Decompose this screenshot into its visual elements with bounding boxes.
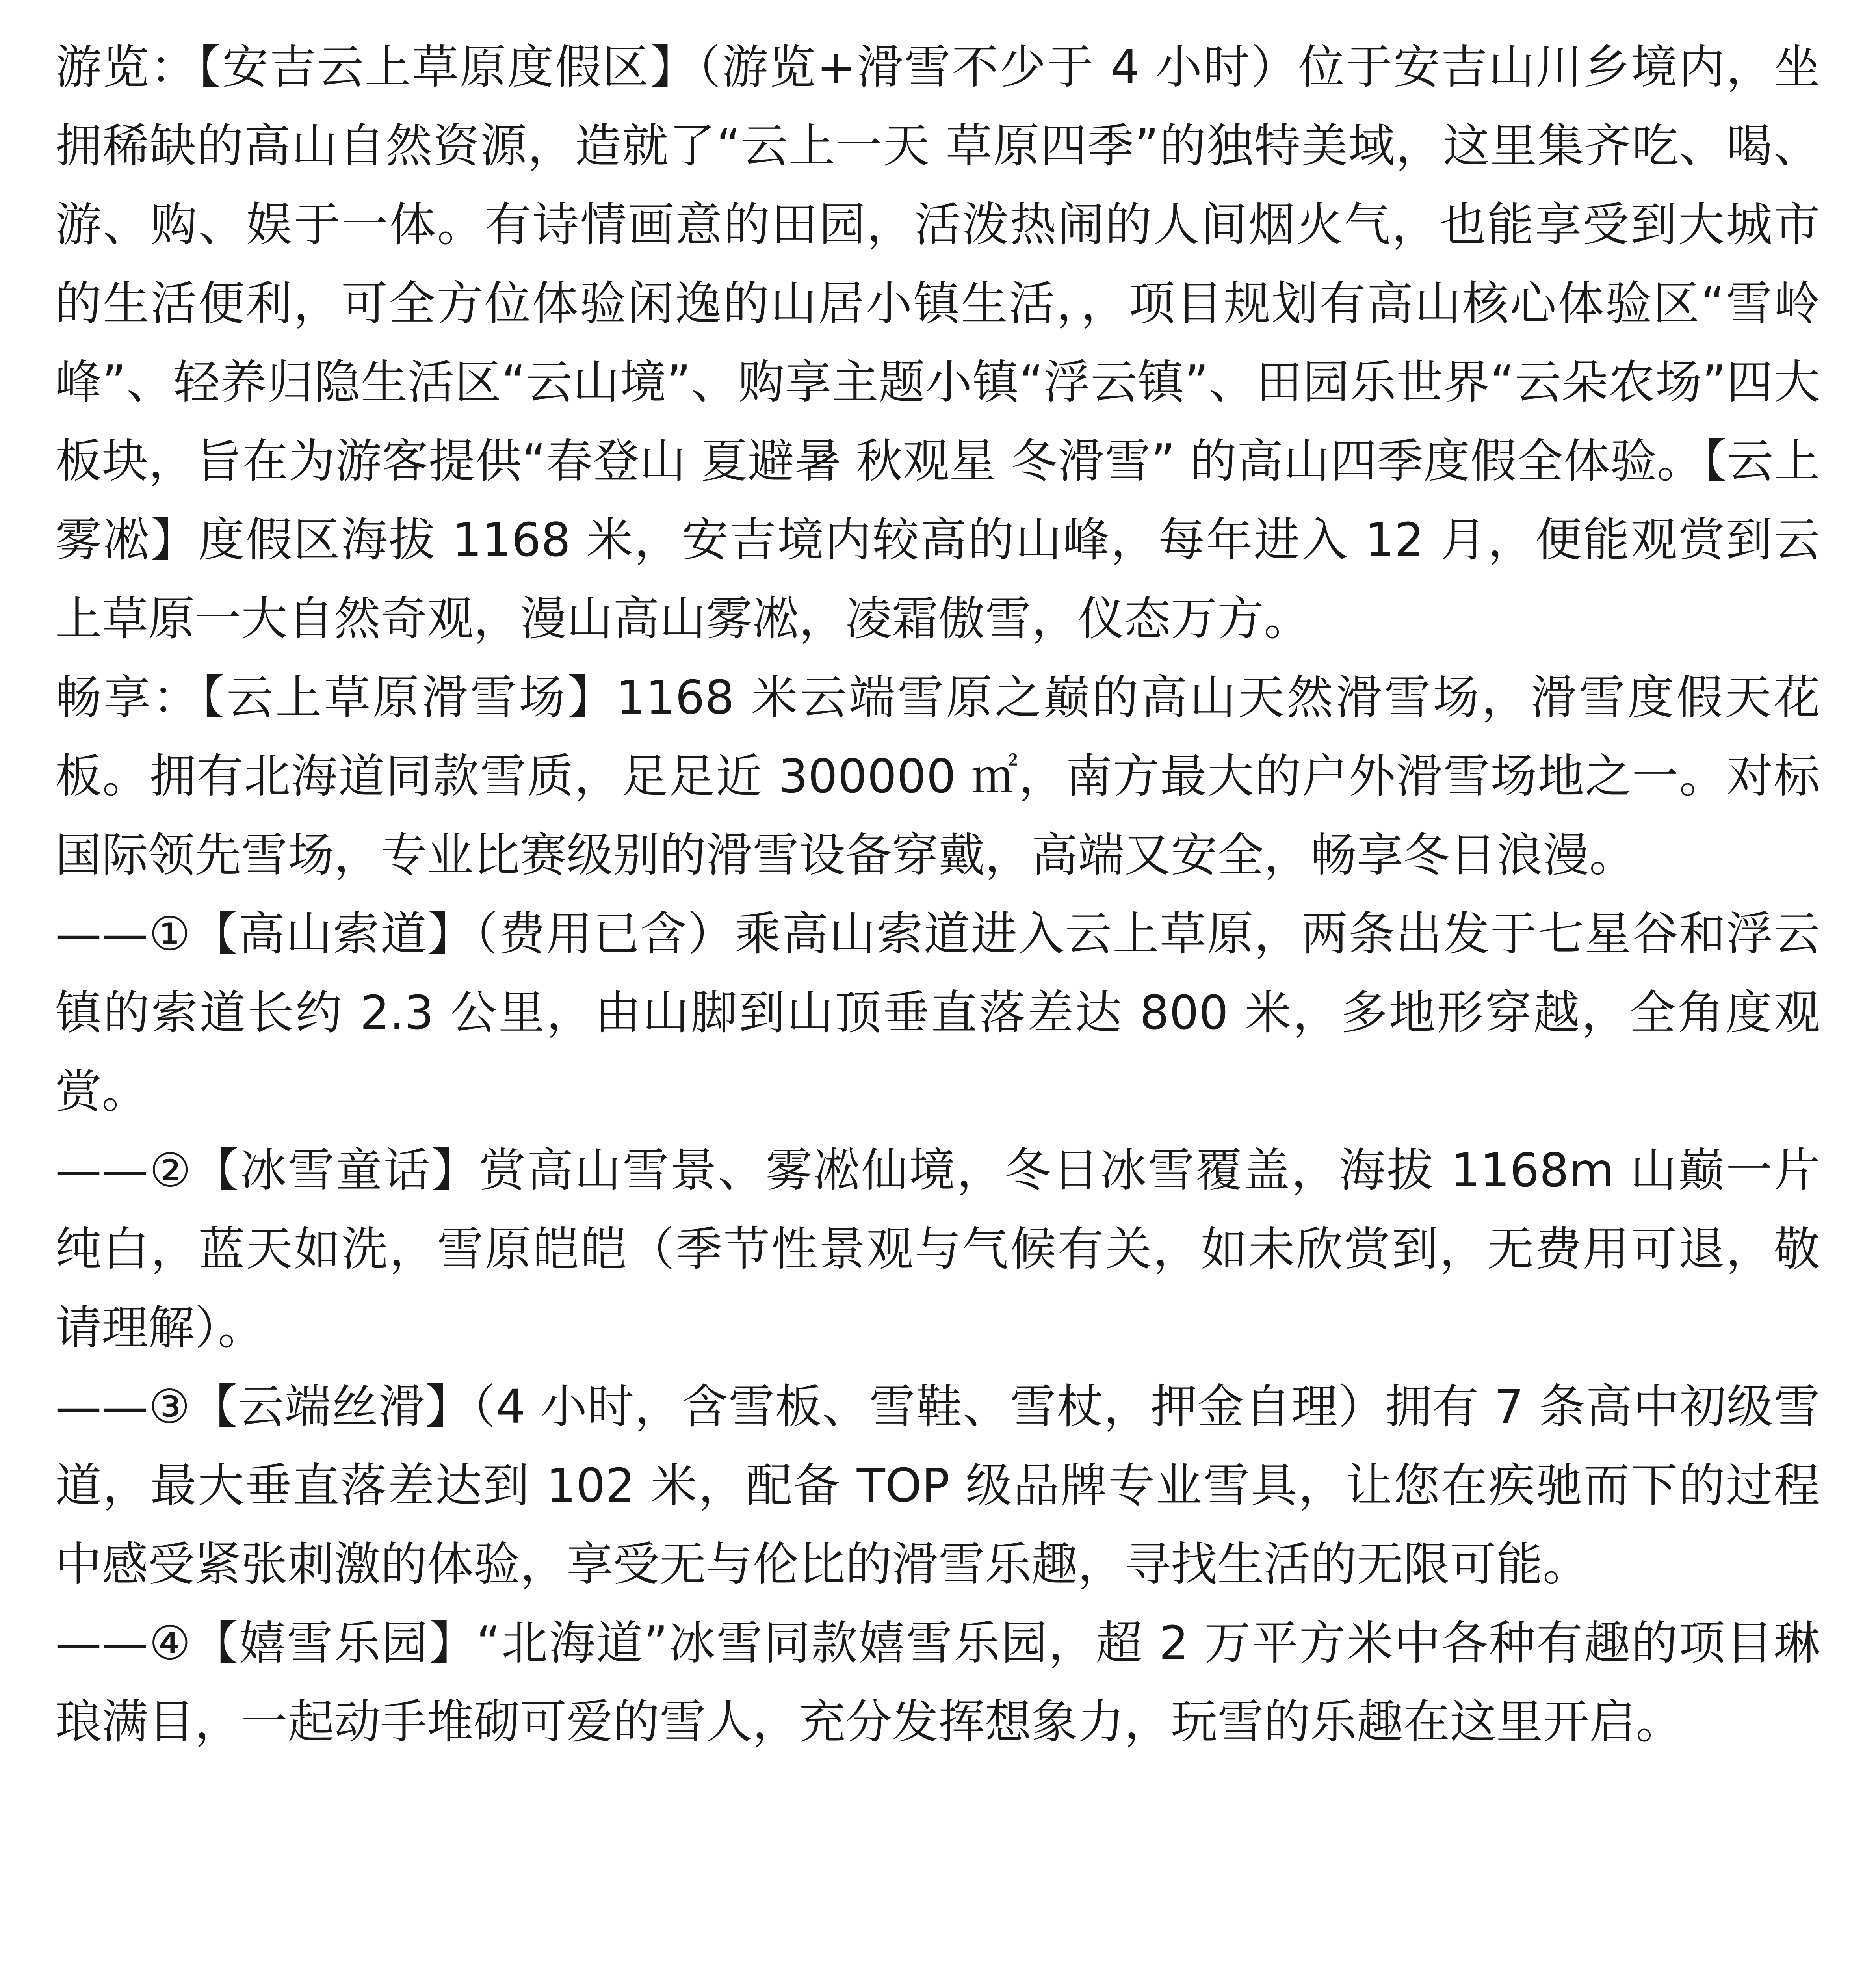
paragraph-ski-resort: 畅享：【云上草原滑雪场】1168 米云端雪原之巅的高山天然滑雪场，滑雪度假天花板。拥有北海道同款雪质，足足近 300000 ㎡，南方最大的户外滑雪场地之一。对标国际领先雪场，专业比赛级别的滑雪设备穿戴，高端又安全，畅享冬日浪漫。	[55, 670, 1820, 882]
paragraph-sightseeing: 游览：【安吉云上草原度假区】（游览+滑雪不少于 4 小时）位于安吉山川乡境内，坐拥稀缺的高山自然资源，造就了“云上一天 草原四季”的独特美域，这里集齐吃、喝、游、购、娱于一体。有诗情画意的田园，活泼热闹的人间烟火气，也能享受到大城市的生活便利，可全方位体验闲逸的山居小镇生活，，项目规划有高山核心体验区“雪岭峰”、轻养归隐生活区“云山境”、购享主题小镇“浮云镇”、田园乐世界“云朵农场”四大板块，旨在为游客提供“春登山 夏避暑 秋观星 冬滑雪” 的高山四季度假全体验。【云上雾凇】度假区海拔 1168 米，安吉境内较高的山峰，每年进入 12 月，便能观赏到云上草原一大自然奇观，漫山高山雾凇，凌霜傲雪，仪态万方。	[55, 40, 1820, 646]
paragraph-snow-park: ——④【嬉雪乐园】“北海道”冰雪同款嬉雪乐园，超 2 万平方米中各种有趣的项目琳琅满目，一起动手堆砌可爱的雪人，充分发挥想象力，玩雪的乐趣在这里开启。	[55, 1616, 1820, 1749]
paragraph-cableway: ——①【高山索道】（费用已含）乘高山索道进入云上草原，两条出发于七星谷和浮云镇的索道长约 2.3 公里，由山脚到山顶垂直落差达 800 米，多地形穿越，全角度观赏。	[55, 907, 1820, 1119]
document-body	[55, 28, 1820, 1761]
paragraph-ice-snow-fairytale: ——②【冰雪童话】赏高山雪景、雾凇仙境，冬日冰雪覆盖，海拔 1168m 山巅一片纯白，蓝天如洗，雪原皑皑（季节性景观与气候有关，如未欣赏到，无费用可退，敬请理解）。	[55, 1143, 1820, 1355]
paragraph-cloud-skiing: ——③【云端丝滑】（4 小时，含雪板、雪鞋、雪杖，押金自理）拥有 7 条高中初级雪道，最大垂直落差达到 102 米，配备 TOP 级品牌专业雪具，让您在疾驰而下的过程中感受紧张刺激的体验，享受无与伦比的滑雪乐趣，寻找生活的无限可能。	[55, 1379, 1820, 1591]
